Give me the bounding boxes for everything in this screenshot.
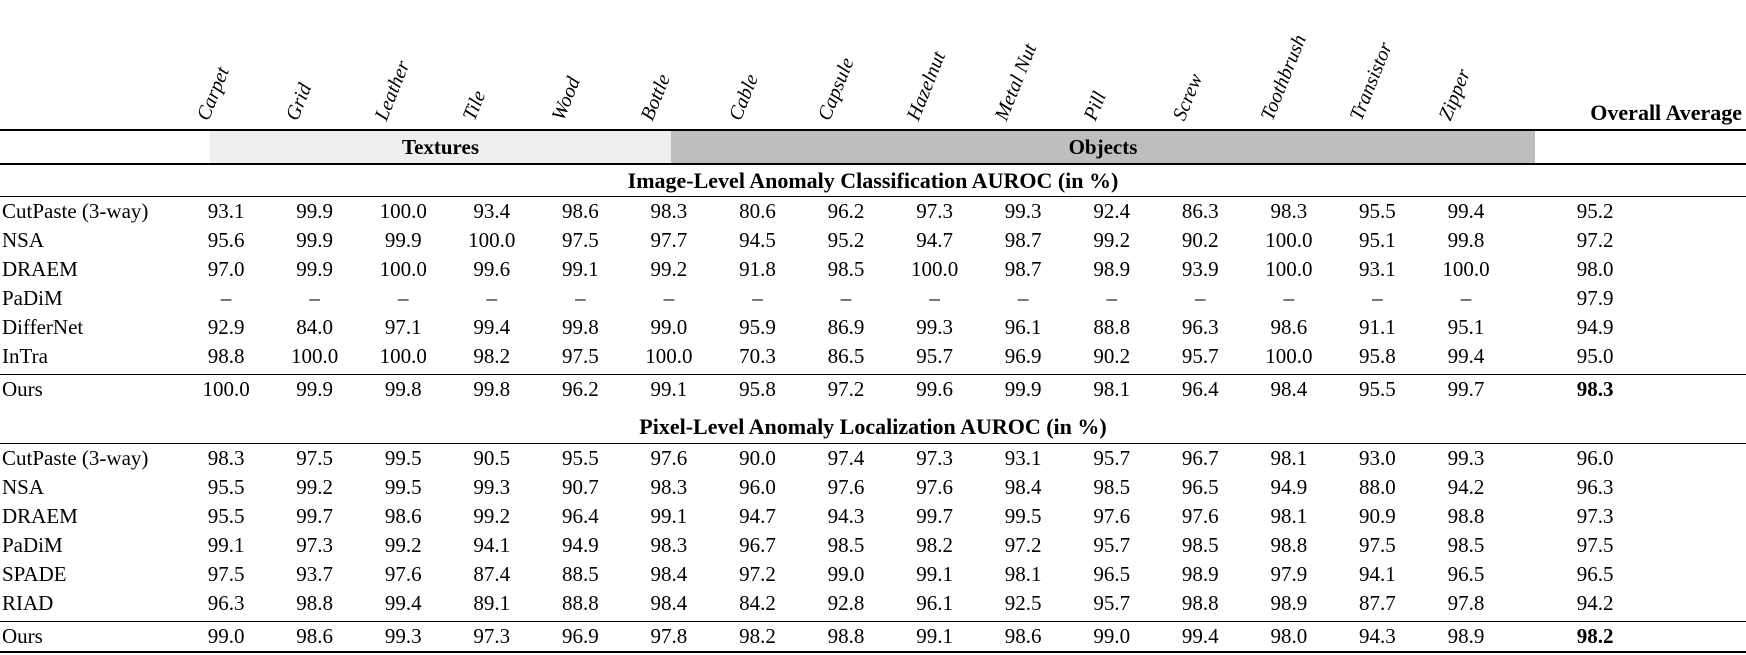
column-header-toothbrush: Toothbrush xyxy=(1256,31,1312,124)
cell-value: 87.4 xyxy=(473,562,511,586)
cell-value: 98.8 xyxy=(827,624,865,648)
cell-value: 93.0 xyxy=(1359,446,1396,470)
cell-value: 99.6 xyxy=(916,377,953,401)
cell-value: 99.9 xyxy=(296,228,334,252)
cell-value: 96.2 xyxy=(827,199,865,223)
cell-value: 98.8 xyxy=(1181,591,1219,615)
cell-value: 93.4 xyxy=(473,199,511,223)
cell-value: 90.2 xyxy=(1181,228,1219,252)
cell-value: 86.5 xyxy=(827,344,865,368)
cell-value: 96.1 xyxy=(1004,315,1042,339)
cell-value: 99.1 xyxy=(650,504,688,528)
cell-value: 96.5 xyxy=(1181,475,1219,499)
cell-value: – xyxy=(1195,286,1206,310)
cell-value: 80.6 xyxy=(739,199,776,223)
cell-value: 98.6 xyxy=(1270,315,1308,339)
cell-value: 96.3 xyxy=(207,591,245,615)
cell-value: 99.5 xyxy=(384,446,422,470)
table-row-draem-s1 xyxy=(0,255,1746,284)
cell-value: 99.9 xyxy=(296,377,334,401)
cell-value: 97.3 xyxy=(916,199,953,223)
column-header-pill: Pill xyxy=(1079,88,1111,124)
cell-value: 98.8 xyxy=(207,344,245,368)
section-title-1: Image-Level Anomaly Classification AUROC (in %) xyxy=(627,167,1119,193)
column-header-hazelnut: Hazelnut xyxy=(902,48,950,124)
cell-value: 97.3 xyxy=(916,446,953,470)
cell-value: 97.4 xyxy=(827,446,865,470)
cell-value: 99.9 xyxy=(296,257,334,281)
cell-value: 93.1 xyxy=(1359,257,1396,281)
cell-value: 97.0 xyxy=(207,257,245,281)
cell-value: 88.8 xyxy=(561,591,599,615)
cell-value: 99.2 xyxy=(1093,228,1131,252)
cell-overall-average: 97.3 xyxy=(1576,504,1614,528)
cell-value: 94.9 xyxy=(1270,475,1308,499)
cell-value: 99.0 xyxy=(827,562,865,586)
cell-value: 97.8 xyxy=(650,624,688,648)
table-row-cutpaste-3-way-s1 xyxy=(0,197,1746,226)
cell-value: – xyxy=(1372,286,1383,310)
cell-value: 97.2 xyxy=(1004,533,1042,557)
cell-value: 99.1 xyxy=(650,377,688,401)
cell-value: 90.2 xyxy=(1093,344,1131,368)
cell-value: 96.0 xyxy=(739,475,776,499)
cell-value: 99.2 xyxy=(473,504,511,528)
table-row-differnet-s1 xyxy=(0,313,1746,342)
cell-value: – xyxy=(752,286,763,310)
cell-value: 96.9 xyxy=(1004,344,1042,368)
cell-value: 96.9 xyxy=(561,624,599,648)
table-row-draem-s2 xyxy=(0,502,1746,531)
cell-value: 97.5 xyxy=(561,228,599,252)
cell-overall-average: 97.9 xyxy=(1576,286,1614,310)
cell-value: 97.1 xyxy=(384,315,422,339)
cell-value: 98.9 xyxy=(1181,562,1219,586)
table-row-padim-s1 xyxy=(0,284,1746,313)
cell-value: 94.9 xyxy=(561,533,599,557)
cell-value: 95.6 xyxy=(207,228,245,252)
cell-value: 95.5 xyxy=(207,475,245,499)
cell-value: 96.7 xyxy=(739,533,776,557)
cell-value: 96.2 xyxy=(561,377,599,401)
cell-value: 99.7 xyxy=(916,504,953,528)
cell-value: 99.2 xyxy=(296,475,334,499)
cell-value: 100.0 xyxy=(379,344,427,368)
cell-value: 98.2 xyxy=(739,624,776,648)
cell-value: 98.9 xyxy=(1447,624,1485,648)
cell-value: 95.7 xyxy=(1093,446,1131,470)
cell-value: 95.7 xyxy=(1093,533,1131,557)
overall-average-header: Overall Average xyxy=(1590,100,1742,125)
cell-value: 98.8 xyxy=(1270,533,1308,557)
cell-value: 99.3 xyxy=(1004,199,1042,223)
cell-value: 88.8 xyxy=(1093,315,1131,339)
cell-value: 100.0 xyxy=(1442,257,1490,281)
cell-overall-average: 96.3 xyxy=(1576,475,1614,499)
cell-overall-average: 94.9 xyxy=(1576,315,1614,339)
cell-value: 100.0 xyxy=(202,377,250,401)
cell-overall-average: 98.2 xyxy=(1576,624,1614,648)
cell-value: – xyxy=(220,286,232,310)
row-method-label: PaDiM xyxy=(2,286,63,310)
table-sections xyxy=(0,165,1746,653)
cell-value: 98.1 xyxy=(1093,377,1131,401)
cell-value: 97.5 xyxy=(1359,533,1396,557)
cell-value: 99.4 xyxy=(384,591,422,615)
cell-value: 86.9 xyxy=(827,315,865,339)
cell-value: 98.1 xyxy=(1270,504,1308,528)
cell-value: 98.6 xyxy=(1004,624,1042,648)
cell-value: – xyxy=(309,286,320,310)
cell-value: 99.0 xyxy=(650,315,688,339)
row-method-label: Ours xyxy=(2,377,43,401)
cell-value: 100.0 xyxy=(1265,228,1313,252)
cell-value: 95.9 xyxy=(739,315,776,339)
cell-value: 98.0 xyxy=(1270,624,1308,648)
cell-overall-average: 97.5 xyxy=(1576,533,1614,557)
cell-value: 96.5 xyxy=(1447,562,1485,586)
cell-value: 98.3 xyxy=(650,533,688,557)
cell-value: 92.8 xyxy=(827,591,865,615)
column-header-bottle: Bottle xyxy=(636,71,675,124)
row-method-label: PaDiM xyxy=(2,533,63,557)
cell-value: 95.1 xyxy=(1447,315,1485,339)
table-row-ours-s1 xyxy=(0,375,1746,404)
cell-value: 99.9 xyxy=(296,199,334,223)
cell-value: 98.8 xyxy=(296,591,334,615)
cell-overall-average: 96.0 xyxy=(1576,446,1614,470)
cell-value: 98.3 xyxy=(650,475,688,499)
cell-value: 96.4 xyxy=(561,504,599,528)
cell-value: 94.2 xyxy=(1447,475,1485,499)
cell-value: – xyxy=(1017,286,1029,310)
cell-value: 100.0 xyxy=(645,344,693,368)
cell-value: 99.3 xyxy=(473,475,511,499)
cell-value: 99.5 xyxy=(1004,504,1042,528)
cell-value: 93.9 xyxy=(1181,257,1219,281)
rule xyxy=(0,651,1746,653)
table-row-nsa-s2 xyxy=(0,473,1746,502)
cell-overall-average: 94.2 xyxy=(1576,591,1614,615)
cell-value: 99.1 xyxy=(916,624,953,648)
cell-value: 87.7 xyxy=(1359,591,1396,615)
cell-value: 94.5 xyxy=(739,228,776,252)
row-method-label: DRAEM xyxy=(2,504,78,528)
cell-value: 98.9 xyxy=(1093,257,1131,281)
cell-value: 98.1 xyxy=(1004,562,1042,586)
row-method-label: Ours xyxy=(2,624,43,648)
cell-value: – xyxy=(1283,286,1295,310)
cell-value: 98.1 xyxy=(1270,446,1308,470)
cell-value: 95.8 xyxy=(1359,344,1396,368)
category-band-row xyxy=(0,131,1746,163)
cell-value: 98.5 xyxy=(1447,533,1485,557)
cell-value: 98.6 xyxy=(384,504,422,528)
cell-value: – xyxy=(1106,286,1117,310)
cell-value: 99.1 xyxy=(561,257,599,281)
cell-value: 92.9 xyxy=(207,315,245,339)
column-header-leather: Leather xyxy=(370,57,415,124)
cell-value: 95.7 xyxy=(916,344,953,368)
cell-value: 96.4 xyxy=(1181,377,1219,401)
cell-value: 100.0 xyxy=(468,228,516,252)
cell-value: 84.2 xyxy=(739,591,776,615)
column-header-zipper: Zipper xyxy=(1434,65,1475,124)
band-textures-label: Textures xyxy=(401,134,479,159)
cell-value: 90.7 xyxy=(561,475,599,499)
column-header-grid: Grid xyxy=(281,80,317,124)
cell-value: 97.6 xyxy=(827,475,865,499)
row-method-label: DRAEM xyxy=(2,257,78,281)
cell-value: 99.3 xyxy=(916,315,953,339)
cell-value: 98.2 xyxy=(473,344,511,368)
cell-value: 99.4 xyxy=(1447,344,1485,368)
column-header-metal-nut: Metal Nut xyxy=(990,40,1042,124)
cell-value: 91.8 xyxy=(739,257,776,281)
cell-value: 99.2 xyxy=(384,533,422,557)
band-textures xyxy=(210,131,671,163)
cell-value: 94.7 xyxy=(916,228,953,252)
cell-value: 95.8 xyxy=(739,377,776,401)
row-method-label: NSA xyxy=(2,475,45,499)
cell-value: 97.6 xyxy=(1181,504,1219,528)
cell-value: 96.5 xyxy=(1093,562,1131,586)
cell-value: – xyxy=(663,286,675,310)
cell-value: 92.5 xyxy=(1004,591,1042,615)
cell-value: – xyxy=(486,286,498,310)
cell-value: 95.5 xyxy=(1359,199,1396,223)
cell-value: 94.1 xyxy=(1359,562,1396,586)
table-row-riad-s2 xyxy=(0,589,1746,618)
cell-value: 93.7 xyxy=(296,562,334,586)
section-title-2: Pixel-Level Anomaly Localization AUROC (in %) xyxy=(639,413,1107,439)
cell-value: 99.4 xyxy=(473,315,511,339)
cell-value: 99.0 xyxy=(1093,624,1131,648)
cell-value: 94.1 xyxy=(473,533,511,557)
cell-value: 93.1 xyxy=(1004,446,1042,470)
cell-overall-average: 98.0 xyxy=(1576,257,1614,281)
band-objects xyxy=(671,131,1535,163)
cell-value: 99.5 xyxy=(384,475,422,499)
cell-value: 97.6 xyxy=(650,446,688,470)
cell-value: 90.9 xyxy=(1359,504,1396,528)
row-method-label: SPADE xyxy=(2,562,67,586)
column-header-wood: Wood xyxy=(547,73,585,124)
cell-value: 99.8 xyxy=(473,377,511,401)
column-header-transistor: Transistor xyxy=(1345,39,1397,124)
cell-value: 100.0 xyxy=(379,199,427,223)
row-method-label: CutPaste (3-way) xyxy=(2,446,149,470)
cell-value: 94.3 xyxy=(1359,624,1396,648)
cell-value: 100.0 xyxy=(910,257,959,281)
cell-value: 99.8 xyxy=(384,377,422,401)
cell-value: 95.2 xyxy=(827,228,865,252)
cell-value: 94.7 xyxy=(739,504,776,528)
cell-value: 91.1 xyxy=(1359,315,1396,339)
cell-value: 99.3 xyxy=(384,624,422,648)
cell-value: 100.0 xyxy=(291,344,339,368)
cell-overall-average: 95.0 xyxy=(1576,344,1614,368)
cell-value: 97.6 xyxy=(384,562,422,586)
cell-overall-average: 98.3 xyxy=(1576,377,1614,401)
cell-value: 89.1 xyxy=(473,591,511,615)
column-header-tile: Tile xyxy=(458,87,491,124)
cell-value: – xyxy=(840,286,852,310)
cell-value: 95.5 xyxy=(207,504,245,528)
cell-value: 97.6 xyxy=(1093,504,1131,528)
column-header-capsule: Capsule xyxy=(813,54,859,124)
cell-value: 98.5 xyxy=(827,533,865,557)
column-header-screw: Screw xyxy=(1168,70,1207,124)
cell-value: 96.1 xyxy=(916,591,953,615)
cell-value: 98.6 xyxy=(296,624,334,648)
cell-value: 98.3 xyxy=(1270,199,1308,223)
cell-value: 99.8 xyxy=(1447,228,1485,252)
cell-value: 98.3 xyxy=(650,199,688,223)
cell-value: 88.5 xyxy=(561,562,599,586)
cell-value: 98.5 xyxy=(1093,475,1131,499)
table-row-cutpaste-3-way-s2 xyxy=(0,444,1746,473)
band-objects-label: Objects xyxy=(1068,134,1138,159)
cell-value: 70.3 xyxy=(739,344,776,368)
table-row-padim-s2 xyxy=(0,531,1746,560)
cell-value: 98.8 xyxy=(1447,504,1485,528)
cell-value: 98.7 xyxy=(1004,257,1042,281)
cell-value: 97.7 xyxy=(650,228,688,252)
cell-value: 95.7 xyxy=(1093,591,1131,615)
cell-value: 98.4 xyxy=(1004,475,1042,499)
cell-value: 98.3 xyxy=(207,446,245,470)
cell-value: 94.3 xyxy=(827,504,865,528)
cell-value: 99.7 xyxy=(296,504,334,528)
cell-value: 97.5 xyxy=(561,344,599,368)
cell-value: 88.0 xyxy=(1359,475,1396,499)
cell-value: 99.4 xyxy=(1181,624,1219,648)
row-method-label: InTra xyxy=(2,344,48,368)
column-header-cable: Cable xyxy=(724,71,764,124)
table-row-nsa-s1 xyxy=(0,226,1746,255)
cell-value: 97.6 xyxy=(916,475,953,499)
cell-value: 90.0 xyxy=(739,446,776,470)
cell-overall-average: 96.5 xyxy=(1576,562,1614,586)
cell-value: 98.4 xyxy=(1270,377,1308,401)
cell-value: 98.2 xyxy=(916,533,953,557)
cell-value: 99.1 xyxy=(916,562,953,586)
cell-overall-average: 95.2 xyxy=(1576,199,1614,223)
cell-value: 98.5 xyxy=(827,257,865,281)
cell-value: 98.4 xyxy=(650,562,688,586)
cell-value: 100.0 xyxy=(1265,257,1313,281)
cell-value: 99.1 xyxy=(207,533,245,557)
cell-value: 98.5 xyxy=(1181,533,1219,557)
column-header-area xyxy=(0,0,1746,129)
cell-value: 96.3 xyxy=(1181,315,1219,339)
cell-value: 97.5 xyxy=(296,446,334,470)
cell-value: 97.5 xyxy=(207,562,245,586)
row-method-label: NSA xyxy=(2,228,45,252)
row-method-label: DifferNet xyxy=(2,315,84,339)
cell-value: 100.0 xyxy=(379,257,427,281)
cell-value: 98.4 xyxy=(650,591,688,615)
cell-value: 98.6 xyxy=(561,199,599,223)
cell-value: 95.7 xyxy=(1181,344,1219,368)
row-method-label: RIAD xyxy=(2,591,54,615)
cell-value: 97.8 xyxy=(1447,591,1485,615)
cell-value: 100.0 xyxy=(1265,344,1313,368)
cell-value: – xyxy=(1460,286,1472,310)
cell-value: 99.9 xyxy=(1004,377,1042,401)
cell-value: 99.7 xyxy=(1447,377,1485,401)
cell-value: – xyxy=(575,286,586,310)
cell-value: 99.6 xyxy=(473,257,511,281)
table-row-spade-s2 xyxy=(0,560,1746,589)
cell-value: – xyxy=(929,286,940,310)
cell-value: 95.5 xyxy=(561,446,599,470)
row-method-label: CutPaste (3-way) xyxy=(2,199,149,223)
cell-value: 99.0 xyxy=(207,624,245,648)
table-row-ours-s2 xyxy=(0,622,1746,651)
cell-value: 99.3 xyxy=(1447,446,1485,470)
column-header-carpet: Carpet xyxy=(193,63,235,124)
cell-value: 92.4 xyxy=(1093,199,1131,223)
cell-value: 96.7 xyxy=(1181,446,1219,470)
cell-value: 97.3 xyxy=(473,624,511,648)
cell-value: 90.5 xyxy=(473,446,511,470)
cell-overall-average: 97.2 xyxy=(1576,228,1614,252)
cell-value: 84.0 xyxy=(296,315,334,339)
cell-value: 98.7 xyxy=(1004,228,1042,252)
cell-value: – xyxy=(397,286,409,310)
cell-value: 93.1 xyxy=(207,199,245,223)
cell-value: 99.2 xyxy=(650,257,688,281)
cell-value: 99.8 xyxy=(561,315,599,339)
cell-value: 95.1 xyxy=(1359,228,1396,252)
cell-value: 97.2 xyxy=(827,377,865,401)
cell-value: 95.5 xyxy=(1359,377,1396,401)
cell-value: 97.3 xyxy=(296,533,334,557)
cell-value: 97.9 xyxy=(1270,562,1308,586)
table-row-intra-s1 xyxy=(0,342,1746,371)
cell-value: 97.2 xyxy=(739,562,776,586)
cell-value: 86.3 xyxy=(1181,199,1219,223)
cell-value: 99.9 xyxy=(384,228,422,252)
cell-value: 99.4 xyxy=(1447,199,1485,223)
cell-value: 98.9 xyxy=(1270,591,1308,615)
